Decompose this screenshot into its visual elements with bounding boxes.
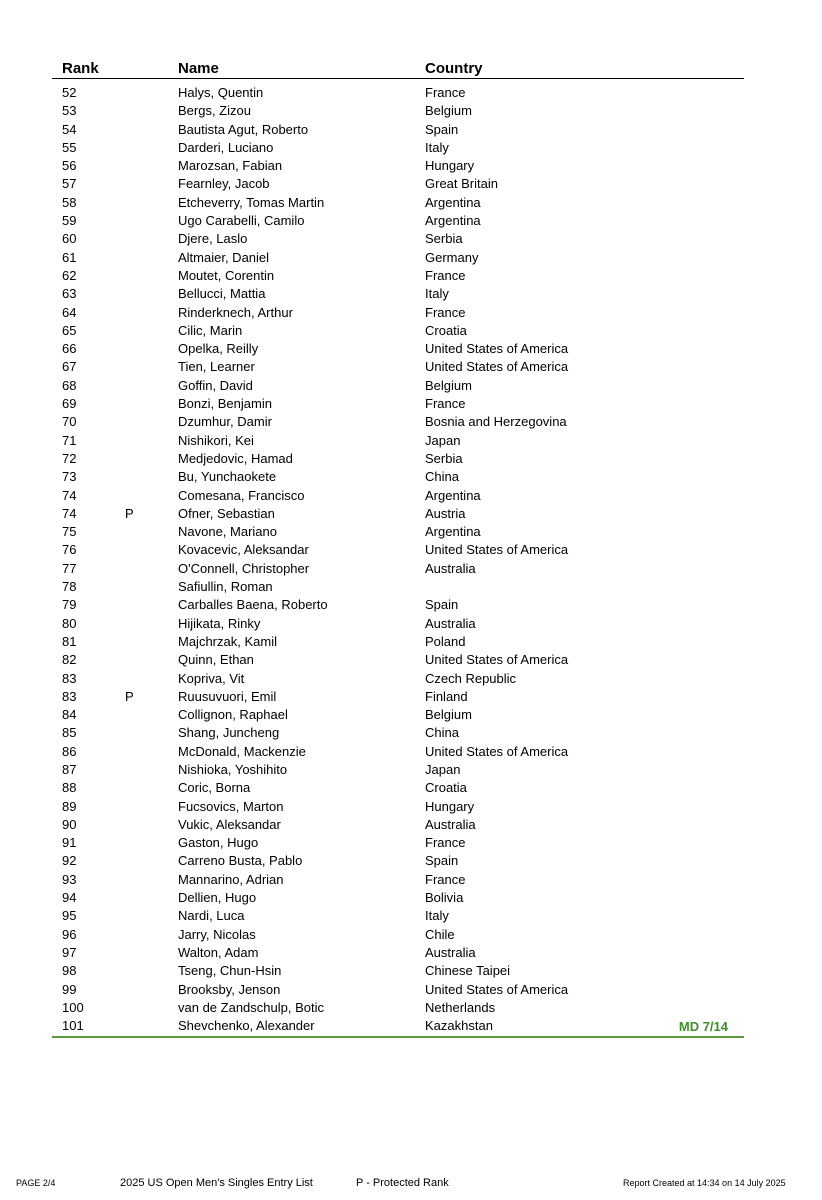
table-row bbox=[52, 212, 744, 230]
protected-rank-legend: P - Protected Rank bbox=[356, 1177, 449, 1189]
table-row bbox=[52, 505, 744, 523]
table-row bbox=[52, 432, 744, 450]
player-name-cell: Collignon, Raphael bbox=[178, 707, 288, 723]
rank-cell: 74 bbox=[62, 505, 77, 521]
player-name-cell: Etcheverry, Tomas Martin bbox=[178, 194, 325, 210]
player-name-cell: Gaston, Hugo bbox=[178, 835, 259, 851]
rank-cell: 86 bbox=[62, 743, 77, 759]
player-name-cell: Nishikori, Kei bbox=[178, 432, 254, 448]
player-name-cell: Brooksby, Jenson bbox=[178, 981, 281, 997]
country-cell: Croatia bbox=[425, 780, 467, 796]
player-name-cell: O'Connell, Christopher bbox=[178, 560, 310, 576]
player-name-cell: Fearnley, Jacob bbox=[178, 176, 270, 192]
player-name-cell: Fucsovics, Marton bbox=[178, 798, 284, 814]
country-cell: Italy bbox=[425, 139, 449, 155]
rank-cell: 62 bbox=[62, 267, 77, 283]
rank-cell: 99 bbox=[62, 981, 77, 997]
country-cell: Bolivia bbox=[425, 890, 464, 906]
country-cell: Spain bbox=[425, 121, 459, 137]
country-cell: Chinese Taipei bbox=[425, 963, 511, 979]
table-row bbox=[52, 981, 744, 999]
country-cell: United States of America bbox=[425, 359, 569, 375]
table-row bbox=[52, 651, 744, 669]
page-number: PAGE 2/4 bbox=[16, 1178, 56, 1188]
player-name-cell: Goffin, David bbox=[178, 377, 253, 393]
table-row bbox=[52, 322, 744, 340]
country-cell: Germany bbox=[425, 249, 479, 265]
rank-cell: 57 bbox=[62, 176, 77, 192]
player-name-cell: Halys, Quentin bbox=[178, 85, 264, 100]
rank-cell: 61 bbox=[62, 249, 77, 265]
rank-cell: 85 bbox=[62, 725, 77, 741]
country-cell: United States of America bbox=[425, 341, 569, 357]
player-name-cell: Moutet, Corentin bbox=[178, 267, 275, 283]
player-name-cell: van de Zandschulp, Botic bbox=[178, 999, 324, 1015]
rank-cell: 81 bbox=[62, 633, 77, 649]
rank-cell: 70 bbox=[62, 414, 77, 430]
country-cell: Hungary bbox=[425, 158, 475, 174]
main-draw-cutoff-label: MD 7/14 bbox=[678, 1019, 728, 1034]
table-row bbox=[52, 121, 744, 139]
table-row bbox=[52, 175, 744, 193]
rank-cell: 76 bbox=[62, 542, 77, 558]
table-row bbox=[52, 798, 744, 816]
country-cell: Australia bbox=[425, 944, 476, 960]
country-cell: Belgium bbox=[425, 103, 472, 119]
rank-cell: 88 bbox=[62, 780, 77, 796]
rank-cell: 91 bbox=[62, 835, 77, 851]
country-cell: Australia bbox=[425, 816, 476, 832]
player-name-cell: Hijikata, Rinky bbox=[178, 615, 261, 631]
country-cell: Italy bbox=[425, 286, 449, 302]
player-name-cell: Dzumhur, Damir bbox=[178, 414, 272, 430]
table-row bbox=[52, 304, 744, 322]
player-name-cell: Vukic, Aleksandar bbox=[178, 816, 281, 832]
protected-flag-cell: P bbox=[125, 688, 134, 704]
table-row bbox=[52, 743, 744, 761]
player-name-cell: Comesana, Francisco bbox=[178, 487, 305, 503]
player-name-cell: Jarry, Nicolas bbox=[178, 926, 256, 942]
player-name-cell: Nishioka, Yoshihito bbox=[178, 761, 288, 777]
table-header bbox=[52, 60, 744, 79]
table-row bbox=[52, 450, 744, 468]
country-cell: Australia bbox=[425, 560, 476, 576]
rank-cell: 66 bbox=[62, 341, 77, 357]
country-cell: United States of America bbox=[425, 542, 569, 558]
table-row bbox=[52, 468, 744, 486]
rank-cell: 77 bbox=[62, 560, 77, 576]
table-row bbox=[52, 834, 744, 852]
table-row bbox=[52, 523, 744, 541]
country-cell: Austria bbox=[425, 505, 466, 521]
rank-cell: 59 bbox=[62, 213, 77, 229]
rank-cell: 98 bbox=[62, 963, 77, 979]
country-cell: Kazakhstan bbox=[425, 1018, 493, 1034]
player-name-cell: Opelka, Reilly bbox=[178, 341, 259, 357]
country-cell: Belgium bbox=[425, 707, 472, 723]
rank-cell: 63 bbox=[62, 286, 77, 302]
player-name-cell: Marozsan, Fabian bbox=[178, 158, 283, 174]
table-row bbox=[52, 377, 744, 395]
rank-cell: 67 bbox=[62, 359, 77, 375]
country-cell: Croatia bbox=[425, 322, 467, 338]
table-row bbox=[52, 706, 744, 724]
rank-cell: 65 bbox=[62, 322, 77, 338]
country-cell: United States of America bbox=[425, 652, 569, 668]
country-cell: Australia bbox=[425, 615, 476, 631]
player-name-cell: Kovacevic, Aleksandar bbox=[178, 542, 309, 558]
player-name-cell: Ruusuvuori, Emil bbox=[178, 688, 277, 704]
country-cell: Argentina bbox=[425, 524, 481, 540]
table-row bbox=[52, 889, 744, 907]
table-row bbox=[52, 102, 744, 120]
rank-cell: 69 bbox=[62, 396, 77, 412]
table-row bbox=[52, 907, 744, 925]
table-row bbox=[52, 249, 744, 267]
player-name-cell: Carballes Baena, Roberto bbox=[178, 597, 328, 613]
country-cell: France bbox=[425, 304, 466, 320]
player-name-cell: Majchrzak, Kamil bbox=[178, 633, 277, 649]
table-row bbox=[52, 84, 744, 102]
player-name-cell: Altmaier, Daniel bbox=[178, 249, 270, 265]
table-row bbox=[52, 852, 744, 870]
table-row bbox=[52, 230, 744, 248]
rank-cell: 82 bbox=[62, 652, 77, 668]
player-name-cell: Shevchenko, Alexander bbox=[178, 1018, 315, 1034]
rank-cell: 83 bbox=[62, 670, 77, 686]
table-row bbox=[52, 926, 744, 944]
table-row bbox=[52, 358, 744, 376]
country-cell: Poland bbox=[425, 633, 466, 649]
rank-cell: 79 bbox=[62, 597, 77, 613]
country-cell: Italy bbox=[425, 908, 449, 924]
country-cell: Czech Republic bbox=[425, 670, 517, 686]
rank-cell: 60 bbox=[62, 231, 77, 247]
player-name-cell: Carreno Busta, Pablo bbox=[178, 853, 303, 869]
table-row bbox=[52, 724, 744, 742]
country-cell: United States of America bbox=[425, 981, 569, 997]
player-name-cell: Walton, Adam bbox=[178, 944, 259, 960]
player-name-cell: Safiullin, Roman bbox=[178, 579, 273, 595]
table-row bbox=[52, 487, 744, 505]
player-name-cell: Bergs, Zizou bbox=[178, 103, 251, 119]
table-row bbox=[52, 596, 744, 614]
table-row bbox=[52, 541, 744, 559]
table-row bbox=[52, 340, 744, 358]
player-name-cell: Bellucci, Mattia bbox=[178, 286, 266, 302]
country-cell: France bbox=[425, 835, 466, 851]
country-cell: France bbox=[425, 267, 466, 283]
table-row bbox=[52, 816, 744, 834]
rank-cell: 78 bbox=[62, 579, 77, 595]
table-row bbox=[52, 157, 744, 175]
rank-cell: 94 bbox=[62, 890, 77, 906]
rank-cell: 55 bbox=[62, 139, 77, 155]
player-name-cell: Mannarino, Adrian bbox=[178, 871, 284, 887]
country-cell: China bbox=[425, 469, 459, 485]
rank-cell: 68 bbox=[62, 377, 77, 393]
rank-cell: 83 bbox=[62, 688, 77, 704]
entry-table-body bbox=[52, 84, 744, 1035]
country-cell: Argentina bbox=[425, 194, 481, 210]
country-cell: Serbia bbox=[425, 450, 463, 466]
rank-cell: 73 bbox=[62, 469, 77, 485]
country-cell: Serbia bbox=[425, 231, 463, 247]
table-row bbox=[52, 267, 744, 285]
country-cell: France bbox=[425, 396, 466, 412]
country-cell: United States of America bbox=[425, 743, 569, 759]
country-cell: France bbox=[425, 871, 466, 887]
player-name-cell: Tien, Learner bbox=[178, 359, 255, 375]
rank-cell: 100 bbox=[62, 999, 84, 1015]
rank-cell: 101 bbox=[62, 1018, 84, 1034]
player-name-cell: Nardi, Luca bbox=[178, 908, 245, 924]
player-name-cell: Quinn, Ethan bbox=[178, 652, 254, 668]
report-timestamp: Report Created at 14:34 on 14 July 2025 bbox=[623, 1178, 786, 1188]
table-row bbox=[52, 560, 744, 578]
rank-cell: 95 bbox=[62, 908, 77, 924]
rank-cell: 96 bbox=[62, 926, 77, 942]
table-row bbox=[52, 999, 744, 1017]
rank-cell: 54 bbox=[62, 121, 77, 137]
player-name-cell: Ofner, Sebastian bbox=[178, 505, 275, 521]
player-name-cell: Darderi, Luciano bbox=[178, 139, 274, 155]
protected-flag-cell: P bbox=[125, 505, 134, 521]
table-row bbox=[52, 139, 744, 157]
table-row bbox=[52, 688, 744, 706]
table-row bbox=[52, 761, 744, 779]
country-cell: Spain bbox=[425, 853, 459, 869]
country-cell: Bosnia and Herzegovina bbox=[425, 414, 567, 430]
country-cell: Finland bbox=[425, 688, 468, 704]
document-title: 2025 US Open Men's Singles Entry List bbox=[120, 1177, 313, 1189]
player-name-cell: Bu, Yunchaokete bbox=[178, 469, 277, 485]
rank-cell: 84 bbox=[62, 707, 77, 723]
rank-cell: 71 bbox=[62, 432, 77, 448]
rank-cell: 97 bbox=[62, 944, 77, 960]
table-row bbox=[52, 285, 744, 303]
rank-cell: 80 bbox=[62, 615, 77, 631]
player-name-cell: Dellien, Hugo bbox=[178, 890, 257, 906]
rank-cell: 53 bbox=[62, 103, 77, 119]
table-row bbox=[52, 670, 744, 688]
country-cell: Netherlands bbox=[425, 999, 496, 1015]
rank-cell: 64 bbox=[62, 304, 77, 320]
rank-cell: 74 bbox=[62, 487, 77, 503]
country-cell: Japan bbox=[425, 432, 461, 448]
rank-cell: 92 bbox=[62, 853, 77, 869]
table-row bbox=[52, 413, 744, 431]
rank-cell: 87 bbox=[62, 761, 77, 777]
player-name-cell: Rinderknech, Arthur bbox=[178, 304, 293, 320]
country-cell: Great Britain bbox=[425, 176, 498, 192]
table-row bbox=[52, 944, 744, 962]
table-row bbox=[52, 194, 744, 212]
player-name-cell: Bonzi, Benjamin bbox=[178, 396, 272, 412]
table-row bbox=[52, 578, 744, 596]
table-row bbox=[52, 615, 744, 633]
table-row bbox=[52, 871, 744, 889]
table-row bbox=[52, 779, 744, 797]
country-cell: Japan bbox=[425, 761, 461, 777]
player-name-cell: Medjedovic, Hamad bbox=[178, 450, 293, 466]
rank-cell: 58 bbox=[62, 194, 77, 210]
player-name-cell: McDonald, Mackenzie bbox=[178, 743, 306, 759]
table-row bbox=[52, 395, 744, 413]
player-name-cell: Coric, Borna bbox=[178, 780, 251, 796]
main-draw-cutoff-line bbox=[52, 1036, 744, 1038]
country-cell: Belgium bbox=[425, 377, 472, 393]
country-cell: Argentina bbox=[425, 213, 481, 229]
player-name-cell: Cilic, Marin bbox=[178, 322, 243, 338]
player-name-cell: Djere, Laslo bbox=[178, 231, 248, 247]
country-cell: France bbox=[425, 85, 466, 100]
rank-cell: 52 bbox=[62, 85, 77, 100]
country-cell: Chile bbox=[425, 926, 455, 942]
player-name-cell: Bautista Agut, Roberto bbox=[178, 121, 309, 137]
country-cell: Argentina bbox=[425, 487, 481, 503]
country-column-header: Country bbox=[425, 60, 483, 77]
rank-cell: 93 bbox=[62, 871, 77, 887]
player-name-cell: Shang, Juncheng bbox=[178, 725, 280, 741]
rank-cell: 89 bbox=[62, 798, 77, 814]
rank-cell: 56 bbox=[62, 158, 77, 174]
player-name-cell: Navone, Mariano bbox=[178, 524, 277, 540]
rank-cell: 75 bbox=[62, 524, 77, 540]
table-row bbox=[52, 962, 744, 980]
name-column-header: Name bbox=[178, 60, 219, 77]
table-row bbox=[52, 633, 744, 651]
country-cell: Spain bbox=[425, 597, 459, 613]
rank-column-header: Rank bbox=[62, 60, 99, 77]
country-cell: Hungary bbox=[425, 798, 475, 814]
country-cell: China bbox=[425, 725, 459, 741]
player-name-cell: Ugo Carabelli, Camilo bbox=[178, 213, 305, 229]
player-name-cell: Tseng, Chun-Hsin bbox=[178, 963, 282, 979]
player-name-cell: Kopriva, Vit bbox=[178, 670, 245, 686]
rank-cell: 72 bbox=[62, 450, 77, 466]
rank-cell: 90 bbox=[62, 816, 77, 832]
